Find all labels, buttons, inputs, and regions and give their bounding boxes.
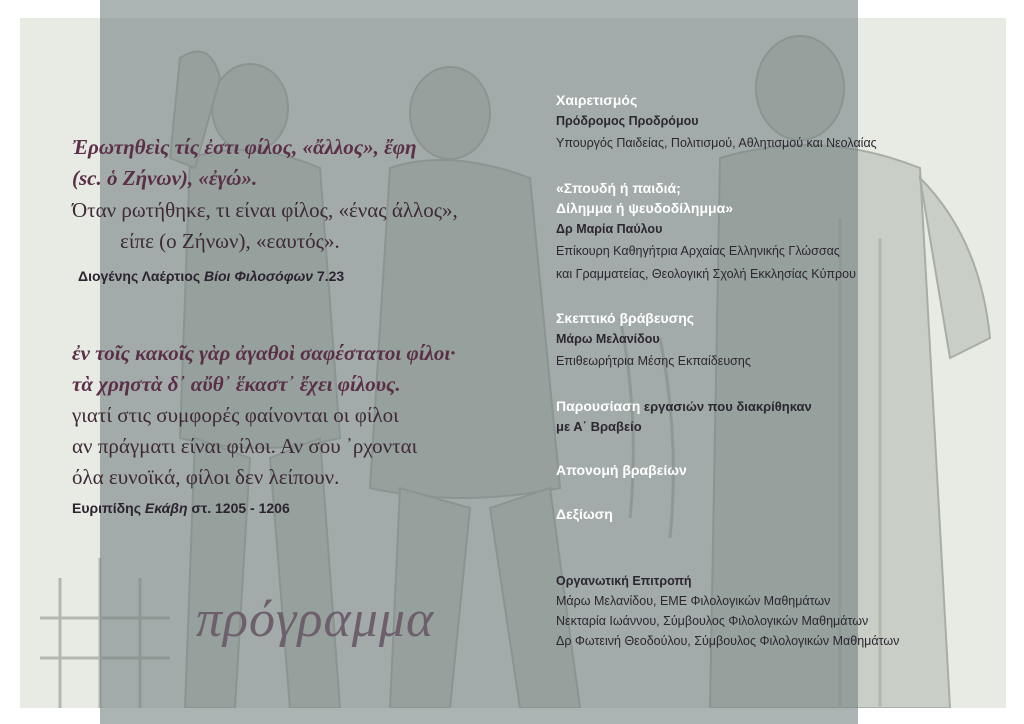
diogenes-ancient-line-2: (sc. ὁ Ζήνων), «ἐγώ». bbox=[72, 166, 258, 190]
rationale-role: Επιθεωρήτρια Μέσης Εκπαίδευσης bbox=[556, 354, 751, 368]
diogenes-ancient-line-1: Ἐρωτηθεὶς τίς ἐστι φίλος, «ἄλλος», ἔφη bbox=[72, 135, 417, 159]
presentation-line-2: με Α΄ Βραβείο bbox=[556, 419, 642, 434]
presentation-line-1 bbox=[556, 398, 812, 414]
diogenes-modern-line-1: Όταν ρωτήθηκε, τι είναι φίλος, «ένας άλλος», bbox=[72, 198, 458, 222]
reception-heading: Δεξίωση bbox=[556, 506, 613, 522]
diogenes-source bbox=[78, 268, 344, 284]
euripides-ancient-line-1: ἐν τοῖς κακοῖς γὰρ ἀγαθοὶ σαφέστατοι φίλοι· bbox=[72, 341, 456, 365]
committee-member: Δρ Φωτεινή Θεοδούλου, Σύμβουλος Φιλολογικών Μαθημάτων bbox=[556, 634, 900, 648]
rationale-name: Μάρω Μελανίδου bbox=[556, 332, 660, 346]
lecture-heading-line-2: Δίλημμα ή ψευδοδίλημμα» bbox=[556, 200, 733, 216]
euripides-source-ref: στ. 1205 - 1206 bbox=[191, 500, 290, 516]
page-title: πρόγραμμα bbox=[196, 591, 435, 648]
greeting-name: Πρόδρομος Προδρόμου bbox=[556, 114, 699, 128]
committee-heading: Οργανωτική Επιτροπή bbox=[556, 574, 692, 588]
lecture-speaker-role-line-2: και Γραμματείας, Θεολογική Σχολή Εκκλησίας Κύπρου bbox=[556, 267, 856, 281]
lecture-speaker-role-line-1: Επίκουρη Καθηγήτρια Αρχαίας Ελληνικής Γλώσσας bbox=[556, 244, 840, 258]
greeting-role: Υπουργός Παιδείας, Πολιτισμού, Αθλητισμού και Νεολαίας bbox=[556, 136, 877, 150]
diogenes-source-ref: 7.23 bbox=[316, 268, 345, 284]
awards-heading: Απονομή βραβείων bbox=[556, 462, 687, 478]
committee-member: Μάρω Μελανίδου, ΕΜΕ Φιλολογικών Μαθημάτων bbox=[556, 594, 831, 608]
euripides-source bbox=[72, 500, 290, 516]
lecture-heading-line-1: «Σπουδή ή παιδιά; bbox=[556, 180, 681, 196]
diogenes-source-author: Διογένης Λαέρτιος bbox=[78, 268, 201, 284]
presentation-heading: Παρουσίαση bbox=[556, 398, 641, 414]
greeting-heading: Χαιρετισμός bbox=[556, 92, 638, 108]
diogenes-source-work: Βίοι Φιλοσόφων bbox=[204, 268, 314, 284]
lecture-speaker-name: Δρ Μαρία Παύλου bbox=[556, 222, 663, 236]
euripides-modern-line-2: αν πράγματι είναι φίλοι. Αν σου ᾽ρχονται bbox=[72, 434, 418, 458]
euripides-source-work: Εκάβη bbox=[144, 500, 188, 516]
rationale-heading: Σκεπτικό βράβευσης bbox=[556, 310, 695, 326]
euripides-modern-line-3: όλα ευνοϊκά, φίλοι δεν λείπουν. bbox=[72, 465, 340, 489]
euripides-source-author: Ευριπίδης bbox=[72, 500, 141, 516]
committee-member: Νεκταρία Ιωάννου, Σύμβουλος Φιλολογικών Μαθημάτων bbox=[556, 614, 869, 628]
euripides-ancient-line-2: τὰ χρηστὰ δ᾽ αὔθ᾽ ἕκαστ᾽ ἔχει φίλους. bbox=[72, 372, 401, 396]
euripides-modern-line-1: γιατί στις συμφορές φαίνονται οι φίλοι bbox=[72, 403, 399, 427]
presentation-rest-1: εργασιών που διακρίθηκαν bbox=[643, 399, 812, 414]
diogenes-modern-line-2: είπε (ο Ζήνων), «εαυτός». bbox=[120, 229, 340, 253]
